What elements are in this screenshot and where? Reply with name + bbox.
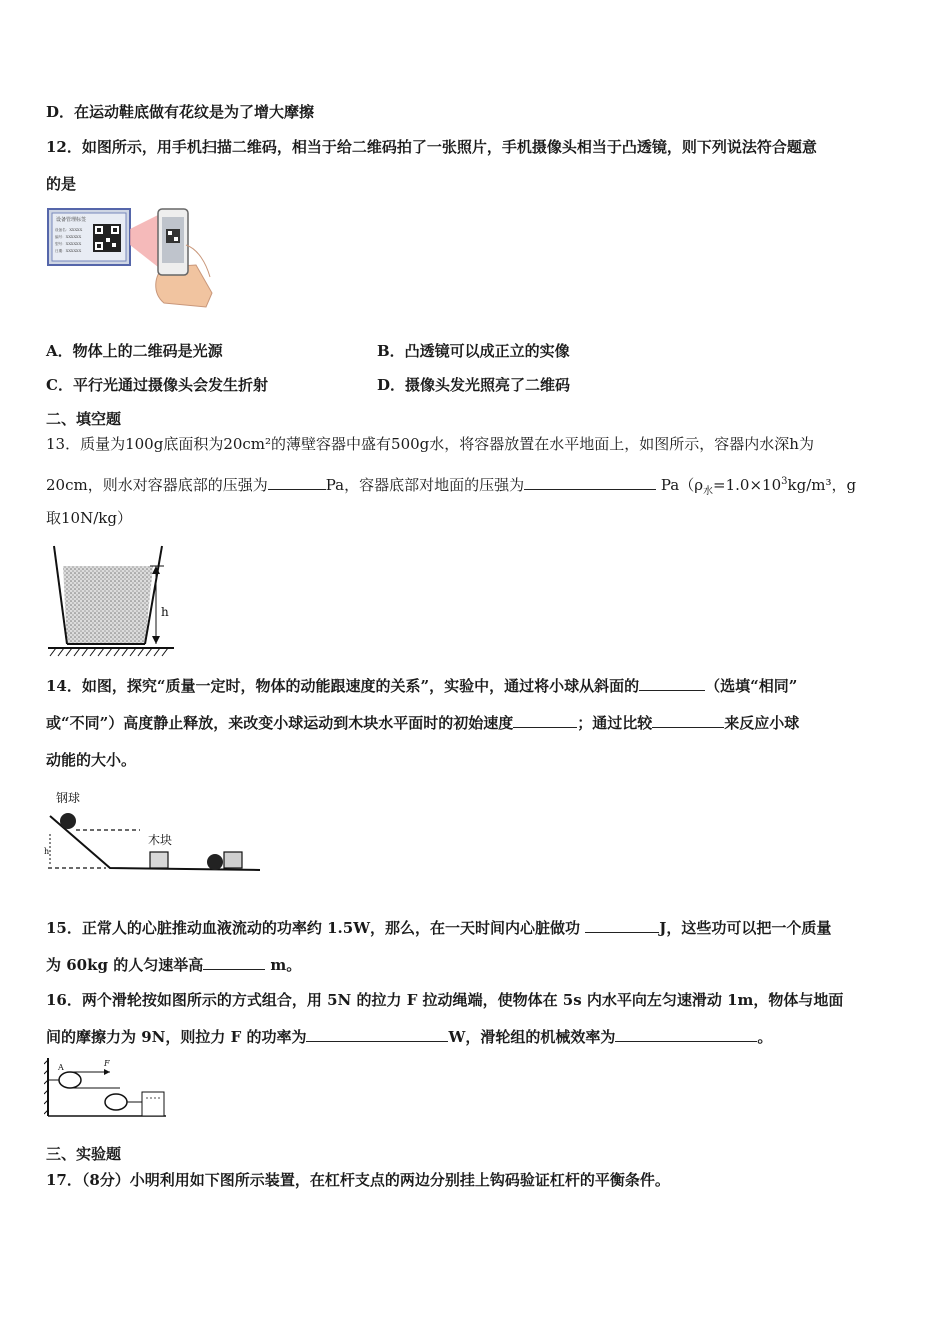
q15-blank-2[interactable] <box>203 955 265 970</box>
qr-card-row: 设备名：XXXXX <box>55 228 83 232</box>
q17-line1: 17．（8分）小明利用如下图所示装置，在杠杆支点的两边分别挂上钩码验证杠杆的平衡条件。 <box>46 1171 670 1189</box>
q13-line2-a: 20cm，则水对容器底部的压强为 <box>46 476 268 494</box>
q11-option-d: D．在运动鞋底做有花纹是为了增大摩擦 <box>46 103 315 121</box>
q13-blank-1[interactable] <box>268 475 326 490</box>
q12-stem-line2: 的是 <box>46 175 77 193</box>
q12-option-b: B．凸透镜可以成正立的实像 <box>377 342 570 360</box>
q14-line1 <box>46 676 797 696</box>
qr-card-title: 设备管理标签 <box>56 217 87 223</box>
q15-line1-a: 15．正常人的心脏推动血液流动的功率约 1.5W，那么，在一天时间内心脏做功 <box>46 919 586 937</box>
q16-blank-1[interactable] <box>306 1027 448 1042</box>
q14-line1-a: 14．如图，探究“质量一定时，物体的动能跟速度的关系”，实验中，通过将小球从斜面的 <box>46 677 640 695</box>
q14-fig-label-ball: 钢球 <box>56 791 81 805</box>
q14-line3: 动能的大小。 <box>46 751 137 769</box>
q14-figure-ramp <box>44 786 264 878</box>
q14-blank-3[interactable] <box>652 713 724 728</box>
q14-line2-b: ；通过比较 <box>577 714 653 732</box>
qr-card-row: 日期：XXXXXX <box>55 249 82 253</box>
q16-fig-label-f: F <box>104 1059 110 1068</box>
q14-line2 <box>46 713 799 733</box>
q14-fig-label-block: 木块 <box>148 833 173 847</box>
q13-rho-subscript: 水 <box>703 486 714 497</box>
q16-line2-c: 。 <box>757 1028 773 1046</box>
q12-option-a: A．物体上的二维码是光源 <box>46 342 223 360</box>
q14-blank-2[interactable] <box>513 713 577 728</box>
q16-line2 <box>46 1027 772 1047</box>
q15-blank-1[interactable] <box>585 918 659 933</box>
q14-line2-a: 或“不同”）高度静止释放，来改变小球运动到木块水平面时的初始速度 <box>46 714 514 732</box>
q12-option-d: D．摄像头发光照亮了二维码 <box>377 376 571 394</box>
q14-blank-1[interactable] <box>639 676 705 691</box>
q16-fig-label-a: A <box>58 1063 64 1072</box>
q14-line2-c: 来反应小球 <box>724 714 800 732</box>
section-2-title: 二、填空题 <box>46 410 122 428</box>
q15-line2 <box>46 955 301 975</box>
q13-line2-d: =1.0×10 <box>713 476 782 494</box>
q16-line1: 16．两个滑轮按如图所示的方式组合，用 5N 的拉力 F 拉动绳端，使物体在 5s 内水平向左匀速滑动 1m，物体与地面 <box>46 991 844 1009</box>
qr-card-row: 型号：XXXXXX <box>55 242 82 246</box>
q13-figure-container <box>46 540 178 660</box>
q16-line2-b: W，滑轮组的机械效率为 <box>448 1028 616 1046</box>
q15-line1-b: J，这些功可以把一个质量 <box>659 919 832 937</box>
q12-figure-qr-scan <box>46 205 218 311</box>
q13-line2 <box>46 472 856 502</box>
q16-blank-2[interactable] <box>615 1027 757 1042</box>
q15-line2-b: m。 <box>265 956 302 974</box>
q15-line1 <box>46 918 831 938</box>
q14-line1-b: （选填“相同” <box>705 677 798 695</box>
q15-line2-a: 为 60kg 的人匀速举高 <box>46 956 204 974</box>
q16-figure-pulleys <box>44 1056 168 1120</box>
section-3-title: 三、实验题 <box>46 1145 122 1163</box>
q13-blank-2[interactable] <box>524 475 656 490</box>
q12-stem-line1: 12．如图所示，用手机扫描二维码，相当于给二维码拍了一张照片，手机摄像头相当于凸透镜，则下列说法符合题意 <box>46 138 817 156</box>
qr-card-row: 编号：XXXXXX <box>55 235 82 239</box>
q16-line2-a: 间的摩擦力为 9N，则拉力 F 的功率为 <box>46 1028 307 1046</box>
q13-line2-e: kg/m³，g <box>787 476 857 494</box>
q13-line1: 13．质量为100g底面积为20cm²的薄壁容器中盛有500g水，将容器放置在水平地面上，如图所示，容器内水深h为 <box>46 435 814 453</box>
q12-option-c: C．平行光通过摄像头会发生折射 <box>46 376 268 394</box>
q13-line2-b: Pa，容器底部对地面的压强为 <box>325 476 525 494</box>
q13-exponent: 3 <box>781 476 788 487</box>
q13-fig-label-h: h <box>161 605 169 619</box>
q13-line3: 取10N/kg） <box>46 509 132 527</box>
q14-fig-label-h: h <box>44 847 50 856</box>
q13-line2-c: Pa（ρ <box>656 476 704 494</box>
